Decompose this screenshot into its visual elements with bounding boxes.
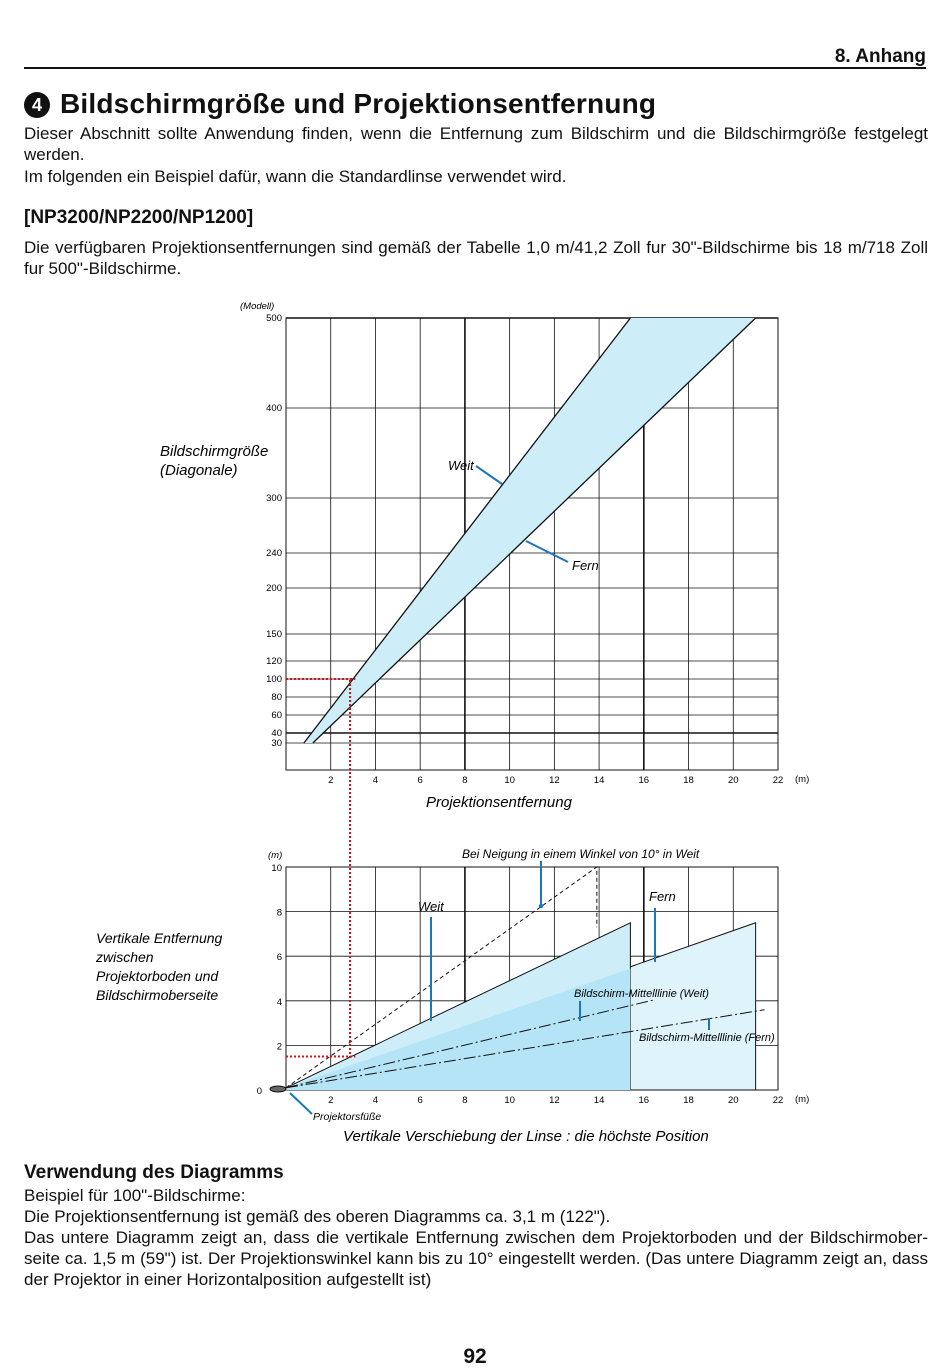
bottom-weit-label: Weit: [418, 899, 444, 914]
top-y-tick-label: 240: [266, 548, 282, 559]
usage-line-1: Beispiel für 100"-Bildschirme:: [24, 1186, 246, 1205]
top-y-tick-label: 400: [266, 403, 282, 414]
top-x-unit: (m): [795, 774, 810, 785]
bottom-y-tick-label: 4: [276, 996, 282, 1008]
top-y-tick-label: 200: [266, 583, 282, 594]
feet-pointer: [290, 1093, 312, 1114]
bottom-x-tick-label: 22: [772, 1095, 784, 1106]
top-x-tick-label: 16: [638, 775, 650, 786]
bottom-y-tick-label: 10: [271, 863, 282, 874]
bottom-x-tick-label: 2: [328, 1095, 334, 1106]
intro-paragraph-1: Dieser Abschnitt sollte Anwendung finden, wenn die Entfernung zum Bildschirm und die Bildschirmgröße festgelegt werden.: [24, 124, 928, 164]
section-number-badge: 4: [24, 92, 50, 118]
bottom-y-tick-label: 0: [256, 1086, 262, 1097]
top-ylabel-line2: (Diagonale): [160, 462, 238, 479]
usage-line-3: Das untere Diagramm zeigt an, dass die vertikale Entfernung zwischen dem Projektorboden und der Bildschirmober-seite ca. 1,5 m (59") ist. Der Projektionswinkel kann bis zu 10° eingestellt werden. (Das untere Diagramm zeigt an, dass der Projektor in einer Horizontalposition aufgestellt ist): [24, 1228, 928, 1289]
top-y-tick-label: 60: [271, 710, 282, 721]
top-fern-label: Fern: [572, 558, 599, 573]
bottom-y-tick-label: 8: [276, 907, 282, 919]
feet-label: Projektorsfüße: [313, 1111, 382, 1123]
bottom-x-unit: (m): [795, 1094, 810, 1105]
usage-line-2: Die Projektionsentfernung ist gemäß des oberen Diagramms ca. 3,1 m (122").: [24, 1207, 611, 1226]
top-x-tick-label: 12: [549, 775, 560, 786]
model-heading: [NP3200/NP2200/NP1200]: [24, 207, 254, 228]
top-y-tick-label: 300: [266, 493, 282, 504]
usage-heading: Verwendung des Diagramms: [24, 1162, 284, 1183]
top-xlabel: Projektionsentfernung: [426, 794, 572, 811]
bottom-y-tick-label: 6: [276, 952, 282, 964]
bottom-x-tick-label: 4: [372, 1095, 379, 1106]
bottom-ylabel-line2: zwischen: [96, 949, 154, 965]
bottom-x-tick-label: 6: [417, 1095, 423, 1106]
top-x-tick-label: 4: [372, 775, 379, 786]
top-unit-label: (Modell): [240, 301, 275, 312]
bottom-ylabel-line4: Bildschirmoberseite: [96, 987, 219, 1003]
bottom-x-tick-label: 12: [549, 1095, 560, 1106]
top-x-tick-label: 22: [772, 775, 784, 786]
tilt-annotation: Bei Neigung in einem Winkel von 10° in Weit: [462, 847, 700, 861]
bottom-x-tick-label: 20: [727, 1095, 739, 1106]
bottom-xlabel: Vertikale Verschiebung der Linse : die höchste Position: [343, 1128, 709, 1145]
top-fern-pointer: [526, 541, 568, 562]
bottom-x-tick-label: 16: [638, 1095, 650, 1106]
projector-feet-icon: [270, 1086, 286, 1092]
center-weit-label: Bildschirm-Mittelllinie (Weit): [574, 988, 709, 1000]
bottom-x-tick-label: 18: [683, 1095, 694, 1106]
intro-paragraph-2: Im folgenden ein Beispiel dafür, wann die Standardlinse verwendet wird.: [24, 167, 567, 186]
bottom-x-tick-label: 14: [593, 1095, 605, 1106]
top-weit-label: Weit: [448, 458, 474, 473]
top-x-tick-label: 14: [593, 775, 605, 786]
top-y-tick-label: 100: [266, 674, 282, 685]
top-x-tick-label: 10: [504, 775, 515, 786]
tilt-pointer-dot: [539, 904, 543, 908]
top-y-tick-label: 500: [266, 313, 282, 324]
top-ylabel-line1: Bildschirmgröße: [160, 443, 269, 460]
bottom-overlap-area: [286, 968, 630, 1090]
top-y-tick-label: 30: [271, 738, 282, 749]
top-weit-pointer: [476, 466, 502, 484]
top-x-tick-label: 2: [328, 775, 334, 786]
chapter-header: 8. Anhang: [834, 46, 926, 67]
bottom-fern-label: Fern: [649, 889, 676, 904]
section-title: Bildschirmgröße und Projektionsentfernung: [60, 88, 657, 119]
top-x-tick-label: 6: [417, 775, 423, 786]
top-x-tick-label: 8: [462, 775, 468, 786]
bottom-x-tick-label: 8: [462, 1095, 468, 1106]
bottom-x-tick-label: 10: [504, 1095, 515, 1106]
top-x-tick-label: 20: [727, 775, 739, 786]
top-y-tick-label: 80: [271, 692, 282, 703]
bottom-unit-label: (m): [268, 850, 283, 861]
model-paragraph: Die verfügbaren Projektionsentfernungen sind gemäß der Tabelle 1,0 m/41,2 Zoll fur 30"-Bildschirme bis 18 m/718 Zoll fur 500"-Bildschirme.: [24, 238, 928, 278]
top-y-tick-label: 120: [266, 656, 282, 667]
top-y-tick-label: 40: [271, 728, 282, 739]
page-number: 92: [463, 1345, 487, 1368]
bottom-y-tick-label: 2: [276, 1041, 282, 1053]
center-fern-label: Bildschirm-Mittelllinie (Fern): [639, 1032, 775, 1044]
bottom-ylabel-line1: Vertikale Entfernung: [96, 930, 223, 946]
top-x-tick-label: 18: [683, 775, 694, 786]
top-y-tick-label: 150: [266, 629, 282, 640]
bottom-ylabel-line3: Projektorboden und: [96, 968, 219, 984]
